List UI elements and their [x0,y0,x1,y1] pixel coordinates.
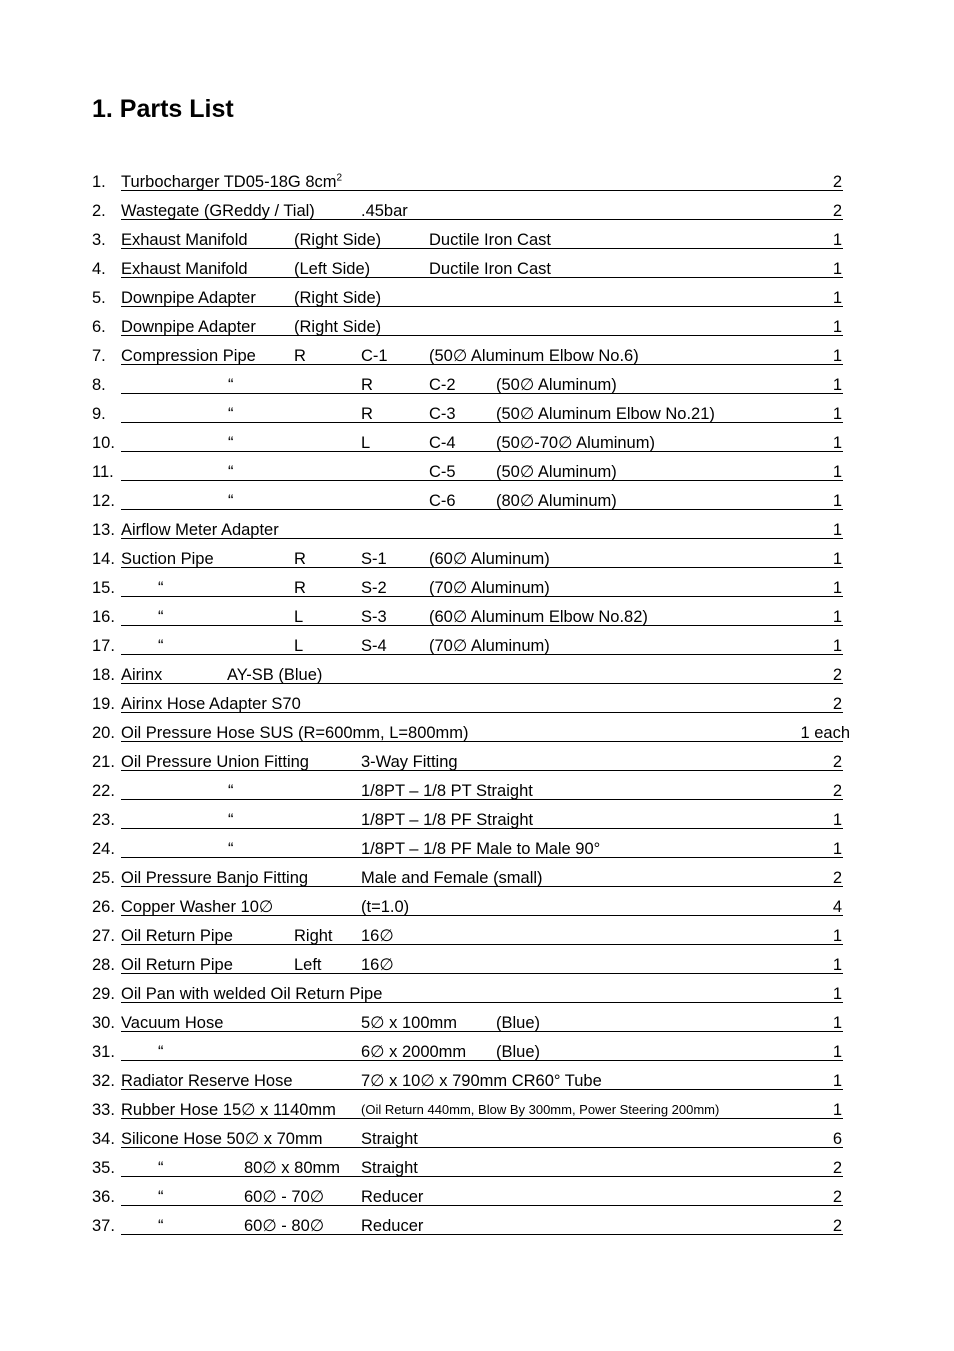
item-quantity: 1 [832,260,842,278]
item-field-c: 1/8PT – 1/8 PF Male to Male 90° [361,840,601,858]
item-quantity: 2 [832,869,842,887]
list-item [0,1128,954,1150]
item-quantity: 2 [832,202,842,220]
item-quantity: 1 [832,376,842,394]
item-underline [121,1205,843,1206]
item-number: 12. [92,492,115,510]
item-number: 36. [92,1188,115,1206]
item-field-c: 1/8PT – 1/8 PT Straight [361,782,533,800]
ditto-mark: “ [158,608,164,626]
list-item [0,722,954,744]
item-field-d: (50∅ Aluminum Elbow No.6) [429,347,639,365]
item-underline [121,1176,843,1177]
item-quantity: 1 [832,1101,842,1119]
list-item [0,461,954,483]
item-field-b: (Right Side) [294,231,382,249]
ditto-mark: “ [228,376,234,394]
item-field-c: S-4 [361,637,387,655]
list-item [0,258,954,280]
item-field-a: Copper Washer 10∅ [121,898,274,916]
item-field-a: Vacuum Hose [121,1014,224,1032]
list-item [0,287,954,309]
list-item [0,1041,954,1063]
page-title: 1. Parts List [92,95,234,123]
item-quantity: 2 [832,753,842,771]
item-number: 1. [92,173,106,191]
item-field-f: AY-SB (Blue) [227,666,323,684]
item-quantity: 1 each [800,724,850,742]
item-number: 2. [92,202,106,220]
list-item [0,809,954,831]
item-quantity: 1 [832,608,842,626]
item-field-c: Reducer [361,1217,424,1235]
item-quantity: 4 [832,898,842,916]
list-item [0,548,954,570]
item-number: 16. [92,608,115,626]
item-field-a: Oil Return Pipe [121,956,233,974]
ditto-mark: “ [228,405,234,423]
item-number: 24. [92,840,115,858]
item-quantity: 1 [832,347,842,365]
item-field-e: (Blue) [496,1043,541,1061]
item-quantity: 1 [832,550,842,568]
item-field-a: Radiator Reserve Hose [121,1072,293,1090]
item-field-a: Oil Pan with welded Oil Return Pipe [121,985,383,1003]
list-item [0,519,954,541]
item-field-e: (80∅ Aluminum) [496,492,617,510]
item-underline [121,1031,843,1032]
item-number: 8. [92,376,106,394]
item-field-b: (Right Side) [294,289,382,307]
item-field-c: 1/8PT – 1/8 PF Straight [361,811,534,829]
list-item [0,1186,954,1208]
list-item [0,490,954,512]
item-quantity: 2 [832,1159,842,1177]
item-number: 19. [92,695,115,713]
item-number: 25. [92,869,115,887]
item-quantity: 1 [832,1072,842,1090]
item-quantity: 6 [832,1130,842,1148]
item-field-d: (70∅ Aluminum) [429,637,550,655]
item-quantity: 2 [832,782,842,800]
item-quantity: 2 [832,1217,842,1235]
item-number: 30. [92,1014,115,1032]
item-field-a: Suction Pipe [121,550,214,568]
item-number: 11. [92,463,114,481]
ditto-mark: “ [158,1188,164,1206]
item-number: 27. [92,927,115,945]
item-field-c: C-1 [361,347,388,365]
item-number: 14. [92,550,115,568]
item-field-d: C-5 [429,463,456,481]
item-field-c: 5∅ x 100mm [361,1014,457,1032]
ditto-mark: “ [228,811,234,829]
ditto-mark: “ [228,492,234,510]
item-field-c: 6∅ x 2000mm [361,1043,467,1061]
item-number: 21. [92,753,115,771]
list-item [0,229,954,251]
item-number: 10. [92,434,115,452]
item-field-d: Ductile Iron Cast [429,260,551,278]
item-field-c: 3-Way Fitting [361,753,458,771]
item-field-c: 16∅ [361,927,394,945]
item-number: 35. [92,1159,115,1177]
item-number: 33. [92,1101,115,1119]
item-quantity: 1 [832,521,842,539]
item-field-a: Oil Pressure Hose SUS (R=600mm, L=800mm) [121,724,469,742]
item-field-a: Rubber Hose 15∅ x 1140mm [121,1101,336,1119]
item-field-c: (t=1.0) [361,898,410,916]
item-number: 18. [92,666,115,684]
item-field-c: L [361,434,371,452]
item-field-a: Downpipe Adapter [121,289,256,307]
item-number: 3. [92,231,106,249]
item-field-b: Left [294,956,322,974]
item-field-a: Exhaust Manifold [121,231,248,249]
item-quantity: 1 [832,405,842,423]
item-field-b: (Right Side) [294,318,382,336]
item-field-a: Oil Return Pipe [121,927,233,945]
item-number: 26. [92,898,115,916]
item-field-b: L [294,608,304,626]
item-number: 7. [92,347,106,365]
ditto-mark: “ [158,1159,164,1177]
item-quantity: 1 [832,579,842,597]
ditto-mark: “ [158,1217,164,1235]
item-field-c: R [361,376,373,394]
item-field-a: Airflow Meter Adapter [121,521,279,539]
item-field-b: L [294,637,304,655]
item-field-d: (60∅ Aluminum) [429,550,550,568]
ditto-mark: “ [158,637,164,655]
item-field-d: (70∅ Aluminum) [429,579,550,597]
item-quantity: 1 [832,492,842,510]
list-item [0,606,954,628]
item-field-g: 60∅ - 80∅ [244,1217,325,1235]
item-field-b: R [294,579,306,597]
item-number: 31. [92,1043,115,1061]
list-item [0,1099,954,1121]
item-quantity: 1 [832,1043,842,1061]
item-quantity: 2 [832,666,842,684]
item-number: 29. [92,985,115,1003]
item-field-a: Turbocharger TD05-18G $8cm^2$ [121,172,343,191]
item-field-d: C-4 [429,434,456,452]
item-quantity: 1 [832,927,842,945]
item-number: 20. [92,724,115,742]
item-quantity: 1 [832,1014,842,1032]
item-underline [121,1234,843,1235]
ditto-mark: “ [158,1043,164,1061]
item-number: 22. [92,782,115,800]
item-quantity: 1 [832,289,842,307]
item-field-c: Straight [361,1130,418,1148]
item-number: 17. [92,637,115,655]
list-item [0,316,954,338]
item-number: 37. [92,1217,115,1235]
ditto-mark: “ [228,463,234,481]
item-number: 28. [92,956,115,974]
item-field-d: C-6 [429,492,456,510]
item-field-s: (Oil Return 440mm, Blow By 300mm, Power Steering 200mm) [361,1102,720,1117]
item-quantity: 1 [832,840,842,858]
item-quantity: 2 [832,695,842,713]
list-item [0,664,954,686]
item-quantity: 1 [832,318,842,336]
item-field-b: R [294,550,306,568]
item-number: 23. [92,811,115,829]
item-field-a: Exhaust Manifold [121,260,248,278]
item-field-d: (60∅ Aluminum Elbow No.82) [429,608,648,626]
item-field-c: R [361,405,373,423]
item-field-e: (50∅ Aluminum) [496,376,617,394]
item-quantity: 1 [832,463,842,481]
item-quantity: 1 [832,434,842,452]
item-field-a: Downpipe Adapter [121,318,256,336]
list-item [0,345,954,367]
ditto-mark: “ [158,579,164,597]
list-item [0,867,954,889]
item-quantity: 1 [832,811,842,829]
list-item [0,1070,954,1092]
item-field-g: 80∅ x 80mm [244,1159,340,1177]
item-field-a: Wastegate (GReddy / Tial) [121,202,315,220]
item-field-c: 7∅ x 10∅ x 790mm CR60° Tube [361,1072,602,1090]
item-field-a: Oil Pressure Union Fitting [121,753,309,771]
item-number: 13. [92,521,115,539]
item-field-d: Ductile Iron Cast [429,231,551,249]
list-item [0,954,954,976]
item-number: 9. [92,405,106,423]
item-number: 34. [92,1130,115,1148]
item-field-d: C-3 [429,405,456,423]
list-item [0,577,954,599]
item-number: 6. [92,318,106,336]
list-item [0,1157,954,1179]
list-item [0,403,954,425]
item-quantity: 2 [832,1188,842,1206]
item-field-e: (50∅ Aluminum) [496,463,617,481]
list-item [0,1012,954,1034]
list-item [0,635,954,657]
list-item [0,780,954,802]
item-field-a: Airinx [121,666,163,684]
item-underline [121,1060,843,1061]
list-item [0,171,954,193]
item-number: 4. [92,260,106,278]
list-item [0,432,954,454]
item-field-c: 16∅ [361,956,394,974]
list-item [0,1215,954,1237]
item-field-b: Right [294,927,333,945]
item-field-e: (Blue) [496,1014,541,1032]
item-quantity: 2 [832,173,842,191]
ditto-mark: “ [228,840,234,858]
item-quantity: 1 [832,637,842,655]
item-field-a: Silicone Hose 50∅ x 70mm [121,1130,323,1148]
item-field-c: Straight [361,1159,418,1177]
item-field-c: S-2 [361,579,387,597]
item-field-e: (50∅ Aluminum Elbow No.21) [496,405,715,423]
item-number: 32. [92,1072,115,1090]
item-field-g: 60∅ - 70∅ [244,1188,325,1206]
item-field-a: Compression Pipe [121,347,256,365]
item-quantity: 1 [832,956,842,974]
ditto-mark: “ [228,782,234,800]
item-field-a: Oil Pressure Banjo Fitting [121,869,309,887]
superscript: 2 [336,172,343,184]
list-item [0,693,954,715]
ditto-mark: “ [228,434,234,452]
item-field-b: (Left Side) [294,260,371,278]
list-item [0,983,954,1005]
item-field-d: C-2 [429,376,456,394]
list-item [0,925,954,947]
item-field-c: S-1 [361,550,387,568]
item-quantity: 1 [832,231,842,249]
item-field-c: .45bar [361,202,408,220]
item-quantity: 1 [832,985,842,1003]
item-number: 15. [92,579,115,597]
list-item [0,200,954,222]
item-field-a: Airinx Hose Adapter S70 [121,695,301,713]
item-field-e: (50∅-70∅ Aluminum) [496,434,655,452]
list-item [0,896,954,918]
item-number: 5. [92,289,106,307]
list-item [0,838,954,860]
item-field-c: S-3 [361,608,387,626]
item-field-b: R [294,347,306,365]
list-item [0,374,954,396]
item-field-c: Male and Female (small) [361,869,543,887]
list-item [0,751,954,773]
item-field-c: Reducer [361,1188,424,1206]
